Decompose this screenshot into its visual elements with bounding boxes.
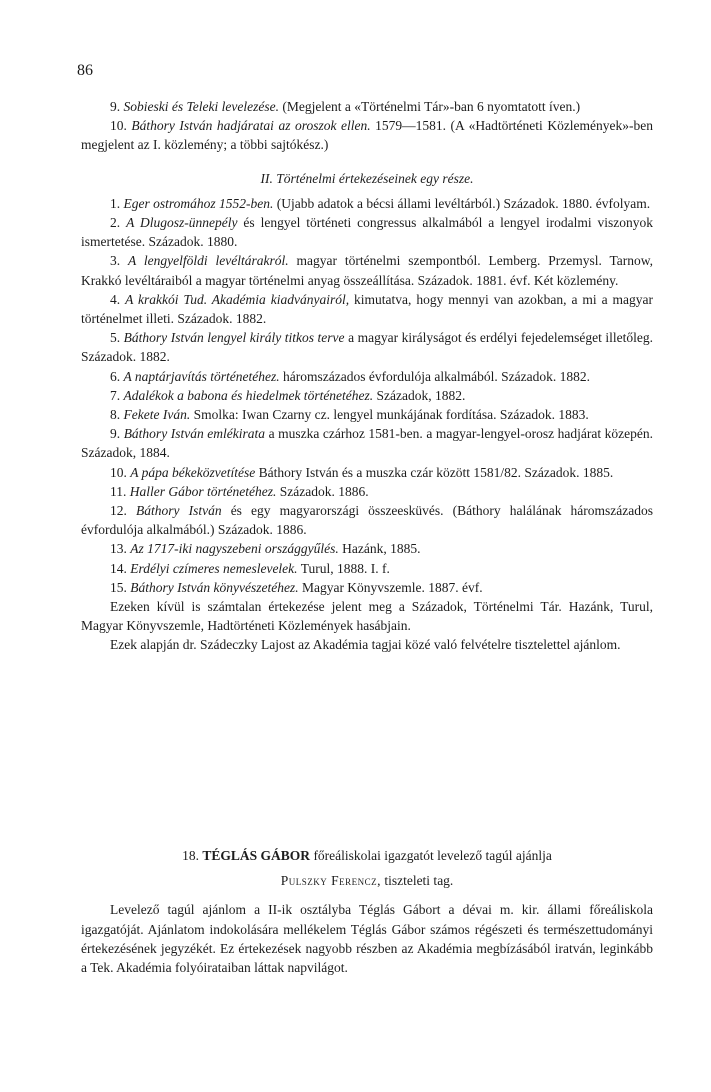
item-description: Századok. 1886. — [279, 483, 369, 499]
proposal-heading-text: főreáliskolai igazgatót levelező tagúl ajánlja — [313, 848, 552, 863]
list-item — [81, 290, 653, 328]
item-description: (Megjelent a «Történelmi Tár»-ban 6 nyomtatott íven.) — [282, 99, 581, 114]
proposal-section — [81, 846, 653, 977]
item-title: Erdélyi czímeres nemeslevelek. — [130, 560, 298, 576]
list-item — [81, 213, 653, 251]
item-number: 7. — [110, 387, 121, 403]
item-description: magyar történelmi szempontból. Lemberg. Przemysl. Tarnow, Krakkó levéltáraiból a magyar történelmi anyag összeállítása. Századok. 1881. évf. Két közlemény. — [81, 253, 654, 288]
item-number: 10. — [110, 464, 127, 480]
item-number: 2. — [110, 215, 121, 231]
list-item — [81, 539, 653, 558]
item-description: 1579—1581. (A «Hadtörténeti Közlemények»-ben megjelent az I. közlemény; a többi sajtókész.) — [81, 118, 654, 153]
item-number: 11. — [110, 483, 127, 499]
item-description: háromszázados évfordulója alkalmából. Századok. 1882. — [282, 368, 591, 384]
item-title: Eger ostromához 1552-ben. — [123, 195, 274, 211]
item-number: 9. — [110, 426, 121, 442]
section-heading: II. Történelmi értekezéseinek egy része. — [260, 170, 474, 186]
list-item — [81, 482, 653, 501]
list-item — [81, 578, 653, 597]
item-title: Sobieski és Teleki levelezése. — [123, 99, 279, 114]
page-number: 86 — [77, 62, 93, 79]
item-title: Fekete Iván. — [123, 407, 191, 423]
list-item — [81, 501, 653, 539]
closing-paragraph-1: Ezeken kívül is számtalan értekezése jelent meg a Századok, Történelmi Tár. Hazánk, Turul, Magyar Könyvszemle, Hadtörténeti Közlemények hasábjain. — [81, 599, 653, 634]
item-title: Báthory István könyvészetéhez. — [130, 579, 299, 595]
item-number: 1. — [110, 195, 121, 211]
item-title: A pápa békeközvetítése — [130, 464, 256, 480]
item-number: 13. — [110, 541, 127, 557]
item-number: 14. — [110, 560, 127, 576]
item-description: (Ujabb adatok a bécsi állami levéltárból.) Századok. 1880. évfolyam. — [276, 195, 651, 211]
proposal-body: Levelező tagúl ajánlom a II-ik osztályba Téglás Gábort a dévai m. kir. állami főreáliskola igazgatóját. Ajánlatom indokolására mellékelem Téglás Gábor számos régészeti és természettudományi értekezésének jegyzékét. Ez értekezések nagyobb részben az Akadémia megbízásából iratván, leginkább a Tek. Akadémia folyóirataiban láttak napvilágot. — [81, 902, 653, 976]
item-number: 10. — [110, 118, 127, 134]
item-number: 3. — [110, 253, 121, 269]
item-description: a muszka czárhoz 1581-ben. a magyar-lengyel-orosz hadjárat közepén. Századok, 1884. — [81, 426, 654, 461]
closing-paragraph-2: Ezek alapján dr. Szádeczky Lajost az Akadémia tagjai közé való felvételre tisztelettel ajánlom. — [110, 637, 621, 653]
list-item — [81, 463, 653, 482]
item-description: Báthory István és a muszka czár között 1581/82. Századok. 1885. — [258, 464, 614, 480]
proposer-line — [81, 871, 653, 890]
item-title: Báthory István — [135, 503, 222, 519]
item-description: Turul, 1888. I. f. — [300, 560, 390, 576]
item-description: és egy magyarországi összeesküvés. (Báthory halálának háromszázados évfordulója alkalmából.) Századok. 1886. — [81, 503, 654, 538]
item-number: 12. — [110, 503, 127, 519]
item-title: A naptárjavítás történetéhez. — [123, 368, 280, 384]
proposal-number: 18. — [182, 848, 200, 863]
item-title: Az 1717-iki nagyszebeni országgyűlés. — [130, 541, 339, 557]
list-item — [81, 116, 653, 154]
item-title: Báthory István emlékirata — [123, 426, 266, 442]
main-text — [81, 97, 653, 655]
item-title: A Dlugosz-ünnepély — [126, 215, 238, 231]
item-title: A lengyelföldi levéltárakról. — [128, 253, 289, 269]
item-description: Hazánk, 1885. — [342, 541, 421, 557]
item-description: Századok, 1882. — [376, 387, 466, 403]
item-number: 4. — [110, 291, 121, 307]
item-title: Adalékok a babona és hiedelmek történetéhez. — [123, 387, 374, 403]
item-number: 5. — [110, 330, 121, 346]
item-number: 9. — [110, 99, 121, 114]
proposal-heading — [81, 846, 653, 865]
list-item — [81, 97, 653, 116]
item-description: kimutatva, hogy mennyi van azokban, a mi a magyar történelmet illeti. Századok. 1882. — [81, 291, 654, 327]
proposer-name: Pulszky Ferencz, — [280, 873, 381, 889]
list-item — [81, 328, 653, 366]
item-number: 8. — [110, 407, 121, 423]
list-item — [81, 405, 653, 424]
list-part1 — [81, 97, 653, 155]
list-item — [81, 367, 653, 386]
item-number: 15. — [110, 579, 127, 595]
item-description: és lengyel történeti congressus alkalmából a lengyel irodalmi viszonyok ismertetése. Századok. 1880. — [81, 215, 654, 250]
list-item — [81, 386, 653, 405]
item-title: Haller Gábor történetéhez. — [129, 483, 277, 499]
proposer-title: tiszteleti tag. — [384, 873, 454, 889]
item-description: a magyar királyságot és erdélyi fejedelemséget illetőleg. Századok. 1882. — [81, 330, 654, 365]
item-title: A krakkói Tud. Akadémia kiadványairól, — [125, 291, 350, 307]
list-item — [81, 424, 653, 462]
list-part2 — [81, 194, 653, 597]
item-number: 6. — [110, 368, 121, 384]
item-description: Magyar Könyvszemle. 1887. évf. — [301, 579, 483, 595]
list-item — [81, 251, 653, 289]
item-title: Báthory István hadjáratai az oroszok ellen. — [131, 118, 371, 134]
item-description: Smolka: Iwan Czarny cz. lengyel munkájának fordítása. Századok. 1883. — [193, 407, 589, 423]
candidate-name: TÉGLÁS GÁBOR — [202, 848, 311, 863]
list-item — [81, 194, 653, 213]
list-item — [81, 559, 653, 578]
item-title: Báthory István lengyel király titkos terve — [123, 330, 345, 346]
